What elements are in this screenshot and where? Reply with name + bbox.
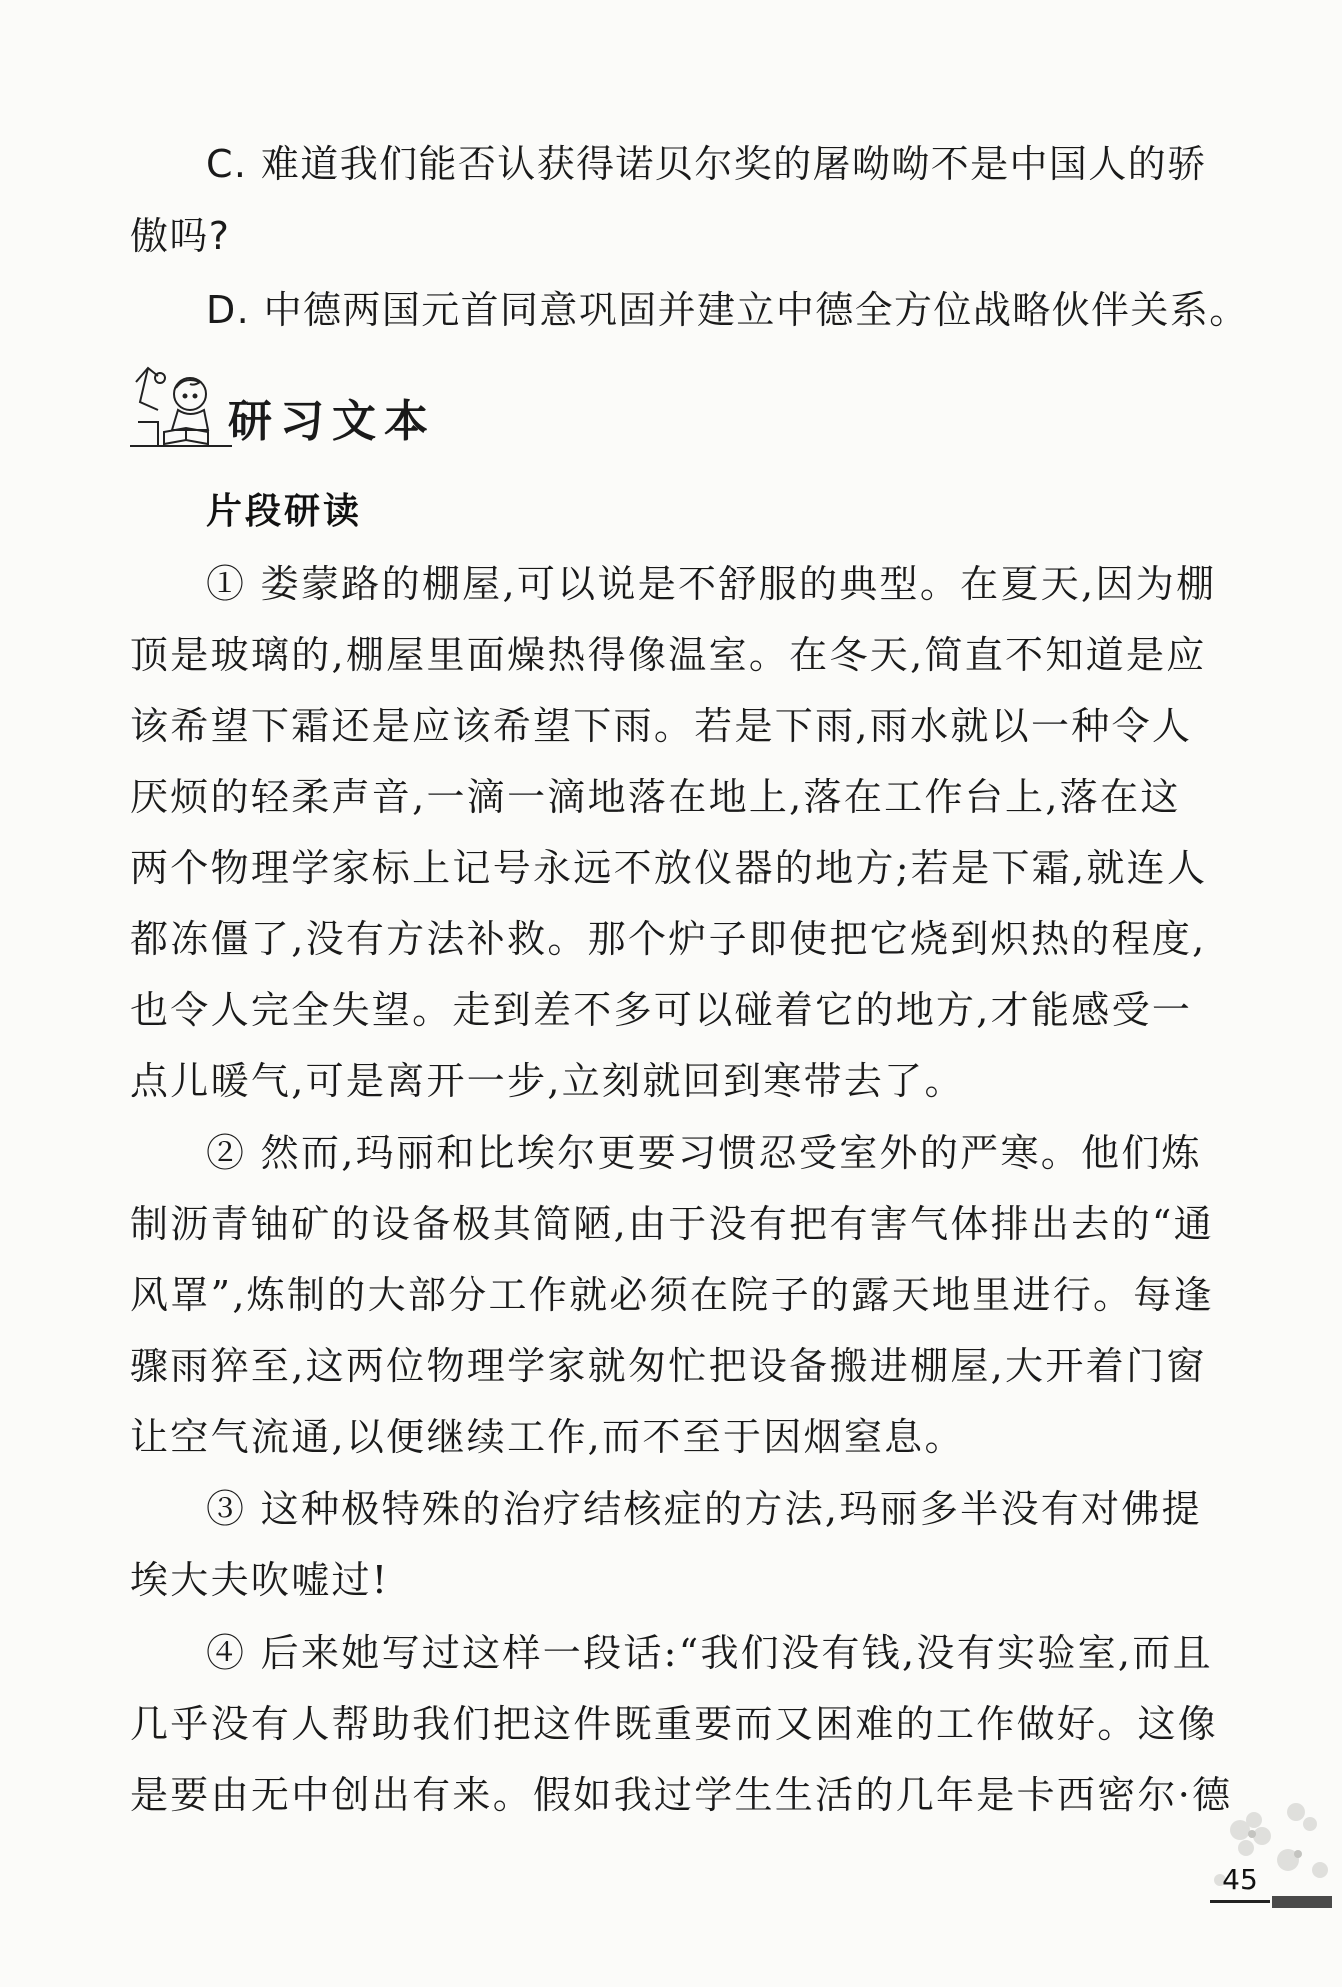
paragraph-line: 该希望下霜还是应该希望下雨。若是下雨,雨水就以一种令人 [130,704,1193,748]
paragraph-line: ① 娄蒙路的棚屋,可以说是不舒服的典型。在夏天,因为棚 [206,562,1217,606]
page-edge-bar [1272,1896,1332,1908]
option-c-line-2: 傲吗? [130,214,231,258]
flower-decoration-icon [1200,1790,1342,1930]
page-number: 45 [1222,1863,1258,1896]
section-title: 研习文本 [228,396,436,447]
paragraph-line: ④ 后来她写过这样一段话:“我们没有钱,没有实验室,而且 [206,1631,1213,1675]
paragraph-line: 点儿暖气,可是离开一步,立刻就回到寒带去了。 [130,1059,965,1103]
paragraph-line: 都冻僵了,没有方法补救。那个炉子即使把它烧到炽热的程度, [130,917,1207,961]
paragraph-line: 埃大夫吹嘘过! [130,1558,390,1602]
paragraph-line: 也令人完全失望。走到差不多可以碰着它的地方,才能感受一 [130,988,1193,1032]
paragraph-line: 厌烦的轻柔声音,一滴一滴地落在地上,落在工作台上,落在这 [130,775,1181,819]
paragraph-line: 骤雨猝至,这两位物理学家就匆忙把设备搬进棚屋,大开着门窗 [130,1344,1207,1388]
student-reading-icon [128,358,238,458]
paragraph-line: ② 然而,玛丽和比埃尔更要习惯忍受室外的严寒。他们炼 [206,1131,1202,1175]
paragraph-line: 是要由无中创出有来。假如我过学生生活的几年是卡西密尔·德 [130,1773,1233,1817]
page-number-rule [1210,1900,1270,1903]
paragraph-line: 制沥青铀矿的设备极其简陋,由于没有把有害气体排出去的“通 [130,1202,1214,1246]
paragraph-line: 几乎没有人帮助我们把这件既重要而又困难的工作做好。这像 [130,1702,1219,1746]
option-d-line: D. 中德两国元首同意巩固并建立中德全方位战略伙伴关系。 [206,288,1249,332]
paragraph-line: 风罩”,炼制的大部分工作就必须在院子的露天地里进行。每逢 [130,1273,1214,1317]
subheading: 片段研读 [206,491,363,532]
paragraph-line: ③ 这种极特殊的治疗结核症的方法,玛丽多半没有对佛提 [206,1487,1202,1531]
paragraph-line: 让空气流通,以便继续工作,而不至于因烟窒息。 [130,1415,965,1459]
paragraph-line: 两个物理学家标上记号永远不放仪器的地方;若是下霜,就连人 [130,846,1208,890]
option-c-line-1: C. 难道我们能否认获得诺贝尔奖的屠呦呦不是中国人的骄 [206,142,1207,186]
paragraph-line: 顶是玻璃的,棚屋里面燥热得像温室。在冬天,简直不知道是应 [130,633,1207,677]
